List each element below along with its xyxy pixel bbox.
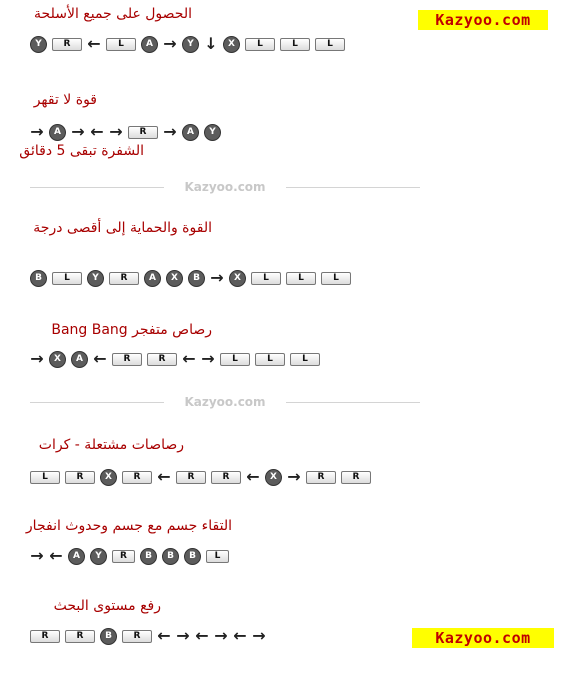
y-button-icon: Y: [204, 124, 221, 141]
section-title-fire-bullets: رصاصات مشتعلة - كرات: [38, 437, 184, 453]
r-shoulder-button-icon: R: [122, 630, 152, 643]
r-shoulder-button-icon: R: [30, 630, 60, 643]
section-title-collision-explosion: التقاء جسم مع جسم وحدوث انفجار: [25, 518, 232, 534]
left-arrow-icon: ←: [49, 546, 63, 565]
a-button-icon: A: [144, 270, 161, 287]
brand-badge-top: Kazyoo.com: [418, 10, 548, 30]
separator-line: [30, 187, 164, 188]
section-title-explosive-bullets: رصاص متفجر Bang Bang: [51, 322, 212, 338]
right-arrow-icon: →: [163, 34, 177, 53]
a-button-icon: A: [68, 548, 85, 565]
l-shoulder-button-icon: L: [255, 353, 285, 366]
code-sequence-all-weapons: [30, 35, 345, 53]
x-button-icon: X: [265, 469, 282, 486]
r-shoulder-button-icon: R: [122, 471, 152, 484]
right-arrow-icon: →: [252, 626, 266, 645]
separator-line: [286, 187, 420, 188]
y-button-icon: Y: [182, 36, 199, 53]
brand-badge-bottom: Kazyoo.com: [412, 628, 554, 648]
l-shoulder-button-icon: L: [290, 353, 320, 366]
r-shoulder-button-icon: R: [112, 353, 142, 366]
separator-watermark-2: [30, 394, 420, 410]
x-button-icon: X: [49, 351, 66, 368]
right-arrow-icon: →: [71, 122, 85, 141]
code-sequence-invincibility: [30, 123, 221, 141]
a-button-icon: A: [182, 124, 199, 141]
section-title-wanted-level: رفع مستوى البحث: [53, 598, 161, 614]
r-shoulder-button-icon: R: [128, 126, 158, 139]
right-arrow-icon: →: [176, 626, 190, 645]
b-button-icon: B: [30, 270, 47, 287]
r-shoulder-button-icon: R: [306, 471, 336, 484]
r-shoulder-button-icon: R: [147, 353, 177, 366]
right-arrow-icon: →: [287, 467, 301, 486]
a-button-icon: A: [71, 351, 88, 368]
r-shoulder-button-icon: R: [112, 550, 135, 563]
section-title-all-weapons: الحصول على جميع الأسلحة: [34, 6, 192, 22]
left-arrow-icon: ←: [93, 349, 107, 368]
l-shoulder-button-icon: L: [315, 38, 345, 51]
left-arrow-icon: ←: [233, 626, 247, 645]
l-shoulder-button-icon: L: [251, 272, 281, 285]
l-shoulder-button-icon: L: [106, 38, 136, 51]
section-title-max-strength: القوة والحماية إلى أقصى درجة: [33, 220, 212, 236]
left-arrow-icon: ←: [87, 34, 101, 53]
r-shoulder-button-icon: R: [65, 471, 95, 484]
left-arrow-icon: ←: [90, 122, 104, 141]
down-arrow-icon: ↓: [204, 34, 218, 53]
b-button-icon: B: [188, 270, 205, 287]
l-shoulder-button-icon: L: [30, 471, 60, 484]
right-arrow-icon: →: [30, 349, 44, 368]
code-sequence-collision-explosion: [30, 547, 229, 565]
right-arrow-icon: →: [163, 122, 177, 141]
b-button-icon: B: [184, 548, 201, 565]
l-shoulder-button-icon: L: [245, 38, 275, 51]
right-arrow-icon: →: [214, 626, 228, 645]
x-button-icon: X: [166, 270, 183, 287]
r-shoulder-button-icon: R: [65, 630, 95, 643]
l-shoulder-button-icon: L: [52, 272, 82, 285]
separator-line: [286, 402, 420, 403]
r-shoulder-button-icon: R: [109, 272, 139, 285]
right-arrow-icon: →: [201, 349, 215, 368]
y-button-icon: Y: [30, 36, 47, 53]
r-shoulder-button-icon: R: [211, 471, 241, 484]
separator-watermark-1: [30, 179, 420, 195]
l-shoulder-button-icon: L: [206, 550, 229, 563]
code-sequence-max-strength: [30, 269, 351, 287]
y-button-icon: Y: [90, 548, 107, 565]
l-shoulder-button-icon: L: [280, 38, 310, 51]
r-shoulder-button-icon: R: [176, 471, 206, 484]
right-arrow-icon: →: [109, 122, 123, 141]
watermark-text: Kazyoo.com: [184, 395, 266, 409]
l-shoulder-button-icon: L: [321, 272, 351, 285]
r-shoulder-button-icon: R: [341, 471, 371, 484]
b-button-icon: B: [100, 628, 117, 645]
x-button-icon: X: [229, 270, 246, 287]
section-note-duration: الشفرة تبقى 5 دقائق: [19, 143, 144, 159]
right-arrow-icon: →: [210, 268, 224, 287]
y-button-icon: Y: [87, 270, 104, 287]
a-button-icon: A: [141, 36, 158, 53]
left-arrow-icon: ←: [157, 467, 171, 486]
separator-line: [30, 402, 164, 403]
l-shoulder-button-icon: L: [220, 353, 250, 366]
watermark-text: Kazyoo.com: [184, 180, 266, 194]
b-button-icon: B: [162, 548, 179, 565]
b-button-icon: B: [140, 548, 157, 565]
a-button-icon: A: [49, 124, 66, 141]
left-arrow-icon: ←: [195, 626, 209, 645]
x-button-icon: X: [223, 36, 240, 53]
x-button-icon: X: [100, 469, 117, 486]
code-sequence-explosive-bullets: [30, 350, 320, 368]
left-arrow-icon: ←: [182, 349, 196, 368]
r-shoulder-button-icon: R: [52, 38, 82, 51]
left-arrow-icon: ←: [157, 626, 171, 645]
right-arrow-icon: →: [30, 122, 44, 141]
section-title-invincibility: قوة لا تقهر: [33, 92, 97, 108]
code-sequence-wanted-level: [30, 627, 266, 645]
right-arrow-icon: →: [30, 546, 44, 565]
l-shoulder-button-icon: L: [286, 272, 316, 285]
left-arrow-icon: ←: [246, 467, 260, 486]
code-sequence-fire-bullets: [30, 468, 371, 486]
